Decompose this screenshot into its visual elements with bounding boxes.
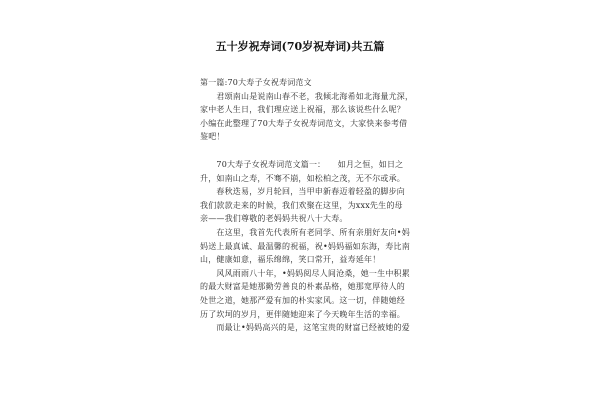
- paragraph-gap: [200, 144, 420, 158]
- paragraph-line: 妈送上最真诚、最温馨的祝福，祝•妈妈福如东海，寿比南: [200, 241, 410, 251]
- paragraph-line: 在这里，我首先代表所有老同学、所有亲朋好友向•妈: [200, 227, 410, 237]
- paragraph-line: 山，健康如意，福乐绵绵，笑口常开，益寿延年！: [200, 255, 381, 265]
- paragraph-line: 小编在此整理了70大寿子女祝寿词范文，大家快来参考借: [200, 118, 408, 128]
- paragraph-line: 春秋迭易，岁月轮回，当甲申新春迈着轻盈的脚步向: [200, 187, 405, 197]
- paragraph-line: 亲——我们尊敬的老妈妈共祝八十大寿。: [200, 214, 348, 224]
- paragraph-line: 家中老人生日，我们理应送上祝福，那么该说些什么呢？: [200, 105, 405, 115]
- paragraph-line: 处世之道，她那严爱有加的朴实家风。这一切，伴随她经: [200, 295, 405, 305]
- paragraph-line: 历了坎坷的岁月，更伴随她迎来了今天晚年生活的幸福。: [200, 309, 405, 319]
- paragraph-line: 的最大财富是她那勤劳善良的朴素品格，她那宽厚待人的: [200, 282, 405, 292]
- document-body: [200, 76, 420, 335]
- paragraph-line: 鉴吧！: [200, 132, 225, 142]
- paragraph-line: 我们款款走来的时候，我们欢聚在这里，为xxx先生的母: [200, 200, 403, 210]
- paragraph-line: 70大寿子女祝寿词范文篇一： 如月之恒，如日之: [200, 159, 404, 169]
- paragraph-line: 而最让•妈妈高兴的是，这笔宝贵的财富已经被她的爱: [200, 323, 410, 333]
- paragraph-line: 君颂南山是说南山春不老，我倾北海希如北海量尤深，: [200, 91, 414, 101]
- paragraph-line: 风风雨雨八十年，•妈妈阅尽人间沧桑，她一生中积累: [200, 268, 410, 278]
- paragraph-line: 升，如南山之寿，不骞不崩，如松柏之茂，无不尔或承。: [200, 173, 405, 183]
- document-title: 五十岁祝寿词(70岁祝寿词)共五篇: [215, 40, 385, 53]
- section-heading: 第一篇:70大寿子女祝寿词范文: [200, 78, 312, 87]
